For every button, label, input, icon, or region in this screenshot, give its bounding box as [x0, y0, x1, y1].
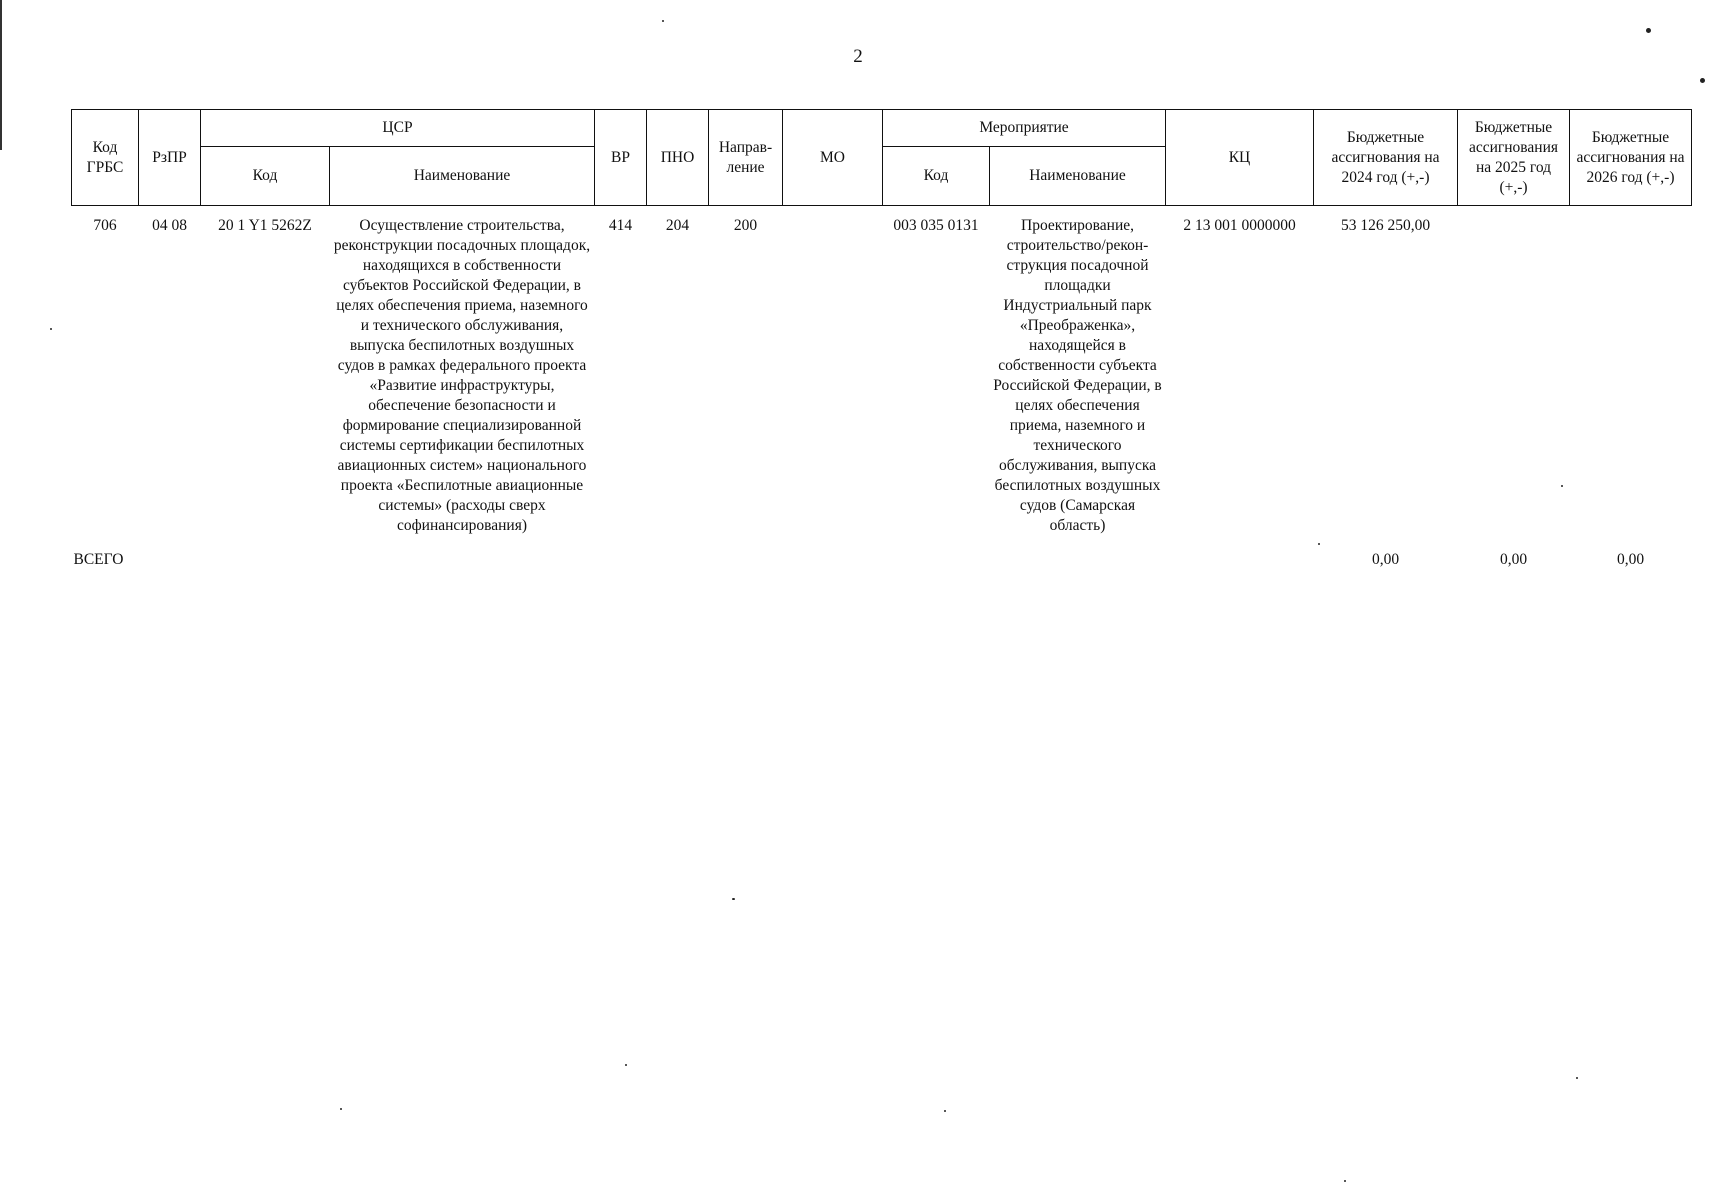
- col-kc: КЦ: [1166, 110, 1314, 206]
- col-meropriyatie: Мероприятие: [883, 110, 1166, 147]
- total-budget-2026: 0,00: [1616, 551, 1645, 568]
- budget-allocation-table: [71, 109, 1692, 570]
- cell-csr-name: Осуществление строительства, реконструкции посадочных площадок, находящихся в собственности субъектов Российской Федерации, в целях обеспечения приема, наземного и технического обслуживания, выпуска беспилотных воздушных судов в рамках федерального проекта «Развитие инфраструктуры, обеспечение безопасности и формирование специализированной системы сертификации беспилотных авиационных систем» национального проекта «Беспилотные авиационные системы» (расходы сверх софинансирования): [333, 217, 591, 534]
- col-mer-kod: Код: [883, 147, 990, 206]
- cell-budget-2025: [1458, 206, 1570, 537]
- col-pno: ПНО: [647, 110, 709, 206]
- total-row: [72, 536, 1692, 570]
- scan-speck: [944, 1110, 946, 1112]
- total-label: ВСЕГО: [73, 551, 124, 568]
- cell-mo: [783, 206, 883, 537]
- scan-speck: [1344, 1180, 1346, 1182]
- scan-edge-line: [0, 0, 2, 150]
- scan-speck: [1318, 543, 1320, 545]
- col-csr-name: Наименование: [330, 147, 595, 206]
- scan-speck: [1646, 28, 1651, 33]
- total-budget-2025: 0,00: [1499, 551, 1528, 568]
- col-kod-grbs: Код ГРБС: [72, 110, 139, 206]
- col-budget-2025: Бюджетные ассигнования на 2025 год (+,-): [1458, 110, 1570, 206]
- cell-kc: 2 13 001 0000000: [1183, 217, 1296, 234]
- table-row: [72, 206, 1692, 537]
- cell-budget-2024: 53 126 250,00: [1340, 217, 1431, 234]
- cell-rzpr: 04 08: [152, 217, 187, 234]
- cell-napravlenie: 200: [733, 217, 758, 234]
- scan-speck: [662, 20, 664, 22]
- col-napravlenie: Направ-ление: [709, 110, 783, 206]
- cell-mer-name: Проектирование, строительство/рекон-струкция посадочной площадки Индустриальный парк «Преображенка», находящейся в собственности субъекта Российской Федерации, в целях обеспечения приема, наземного и технического обслуживания, выпуска беспилотных воздушных судов (Самарская область): [993, 217, 1162, 534]
- scan-speck: [1576, 1077, 1578, 1079]
- cell-pno: 204: [665, 217, 690, 234]
- cell-vr: 414: [608, 217, 633, 234]
- cell-kod-grbs: 706: [93, 217, 117, 234]
- scan-speck: [50, 328, 52, 330]
- cell-budget-2026: [1570, 206, 1692, 537]
- col-mer-name: Наименование: [990, 147, 1166, 206]
- total-budget-2024: 0,00: [1371, 551, 1400, 568]
- scan-speck: [340, 1108, 342, 1110]
- col-vr: ВР: [595, 110, 647, 206]
- col-rzpr: РзПР: [139, 110, 201, 206]
- col-mo: МО: [783, 110, 883, 206]
- scan-speck: [732, 898, 735, 900]
- col-budget-2026: Бюджетные ассигнования на 2026 год (+,-): [1570, 110, 1692, 206]
- col-csr: ЦСР: [201, 110, 595, 147]
- scan-speck: [1700, 78, 1705, 83]
- col-budget-2024: Бюджетные ассигнования на 2024 год (+,-): [1314, 110, 1458, 206]
- col-csr-kod: Код: [201, 147, 330, 206]
- page-number: 2: [853, 46, 863, 67]
- scan-speck: [1561, 485, 1563, 487]
- scan-speck: [625, 1064, 627, 1066]
- cell-csr-kod: 20 1 Y1 5262Z: [218, 217, 312, 234]
- cell-mer-kod: 003 035 0131: [893, 217, 979, 234]
